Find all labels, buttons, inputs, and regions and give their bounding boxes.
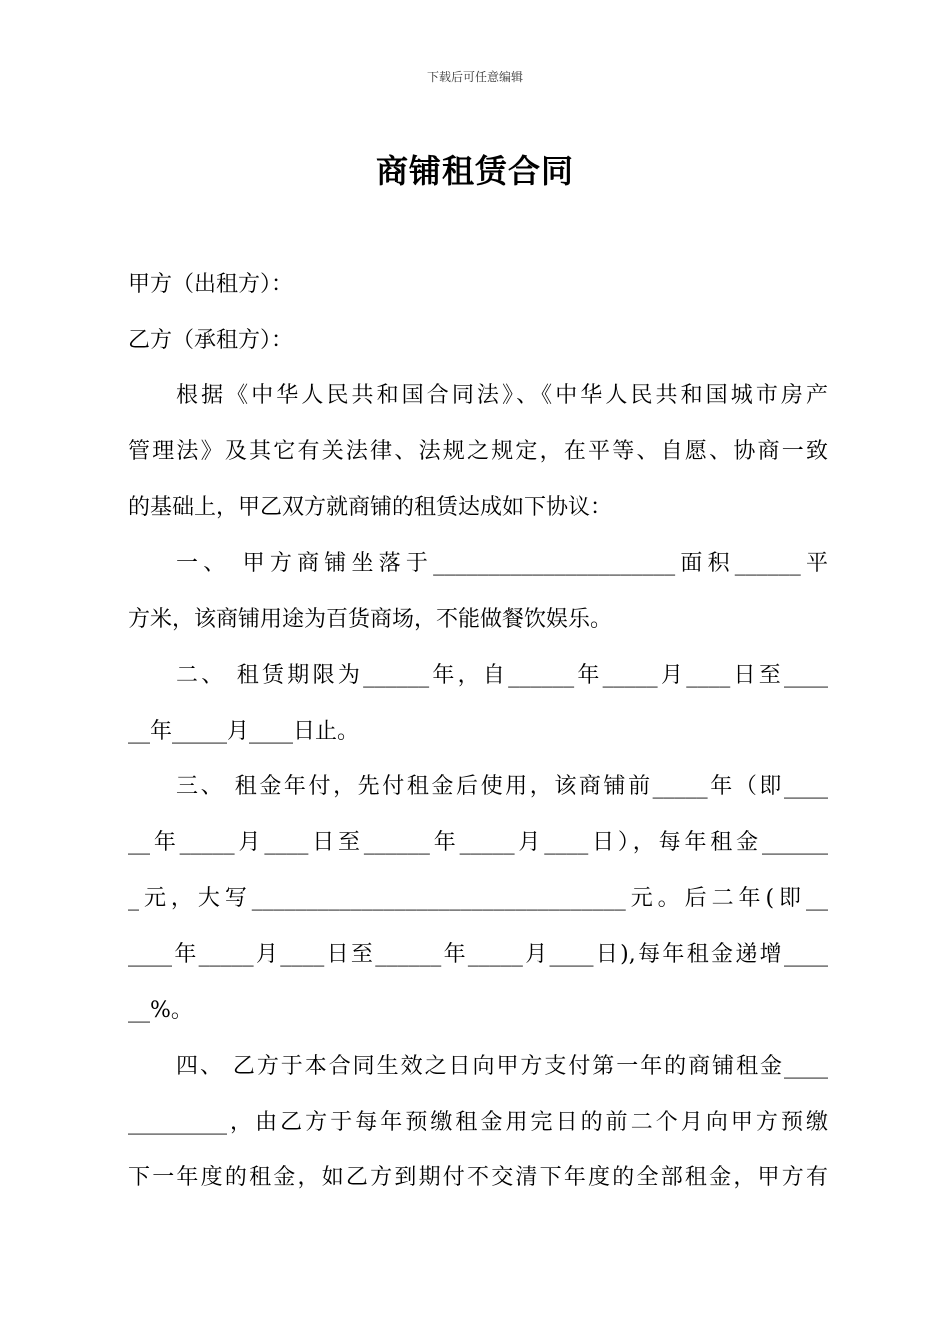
clause-2-line-1: 二、 租赁期限为______年，自______年_____月____日至____	[176, 663, 828, 688]
party-a-line: 甲方（出租方）：	[128, 272, 294, 297]
clause-3-line-2: __年_____月____日至______年_____月____日），每年租金______	[128, 830, 828, 855]
clause-3-line-5: __%。	[128, 998, 193, 1023]
clause-3-line-3: _元，大写__________________________________元。后二年(即__	[128, 886, 828, 911]
preamble-line-1: 根据《中华人民共和国合同法》、《中华人民共和国城市房产	[176, 383, 828, 408]
clause-1-line-2: 方米，该商铺用途为百货商场，不能做餐饮娱乐。	[128, 607, 613, 632]
clause-4-line-2: _________，由乙方于每年预缴租金用完日的前二个月向甲方预缴	[128, 1110, 828, 1135]
clause-3-line-4: ____年_____月____日至______年_____月____日),每年租金递增____	[128, 942, 828, 967]
preamble-line-2: 管理法》及其它有关法律、法规之规定，在平等、自愿、协商一致	[128, 439, 828, 464]
header-note: 下载后可任意编辑	[426, 70, 523, 84]
clause-3-line-1: 三、 租金年付，先付租金后使用，该商铺前_____年（即____	[176, 774, 828, 799]
preamble-line-3: 的基础上，甲乙双方就商铺的租赁达成如下协议：	[128, 495, 613, 520]
document-title: 商铺租赁合同	[375, 152, 574, 190]
clause-2-line-2: __年_____月____日止。	[128, 719, 360, 744]
clause-4-line-3: 下一年度的租金，如乙方到期付不交清下年度的全部租金，甲方有	[128, 1165, 828, 1190]
clause-1-line-1: 一、 甲方商铺坐落于______________________面积______平	[176, 551, 828, 576]
clause-4-line-1: 四、 乙方于本合同生效之日向甲方支付第一年的商铺租金____	[176, 1054, 828, 1079]
party-b-line: 乙方（承租方）：	[128, 328, 294, 353]
